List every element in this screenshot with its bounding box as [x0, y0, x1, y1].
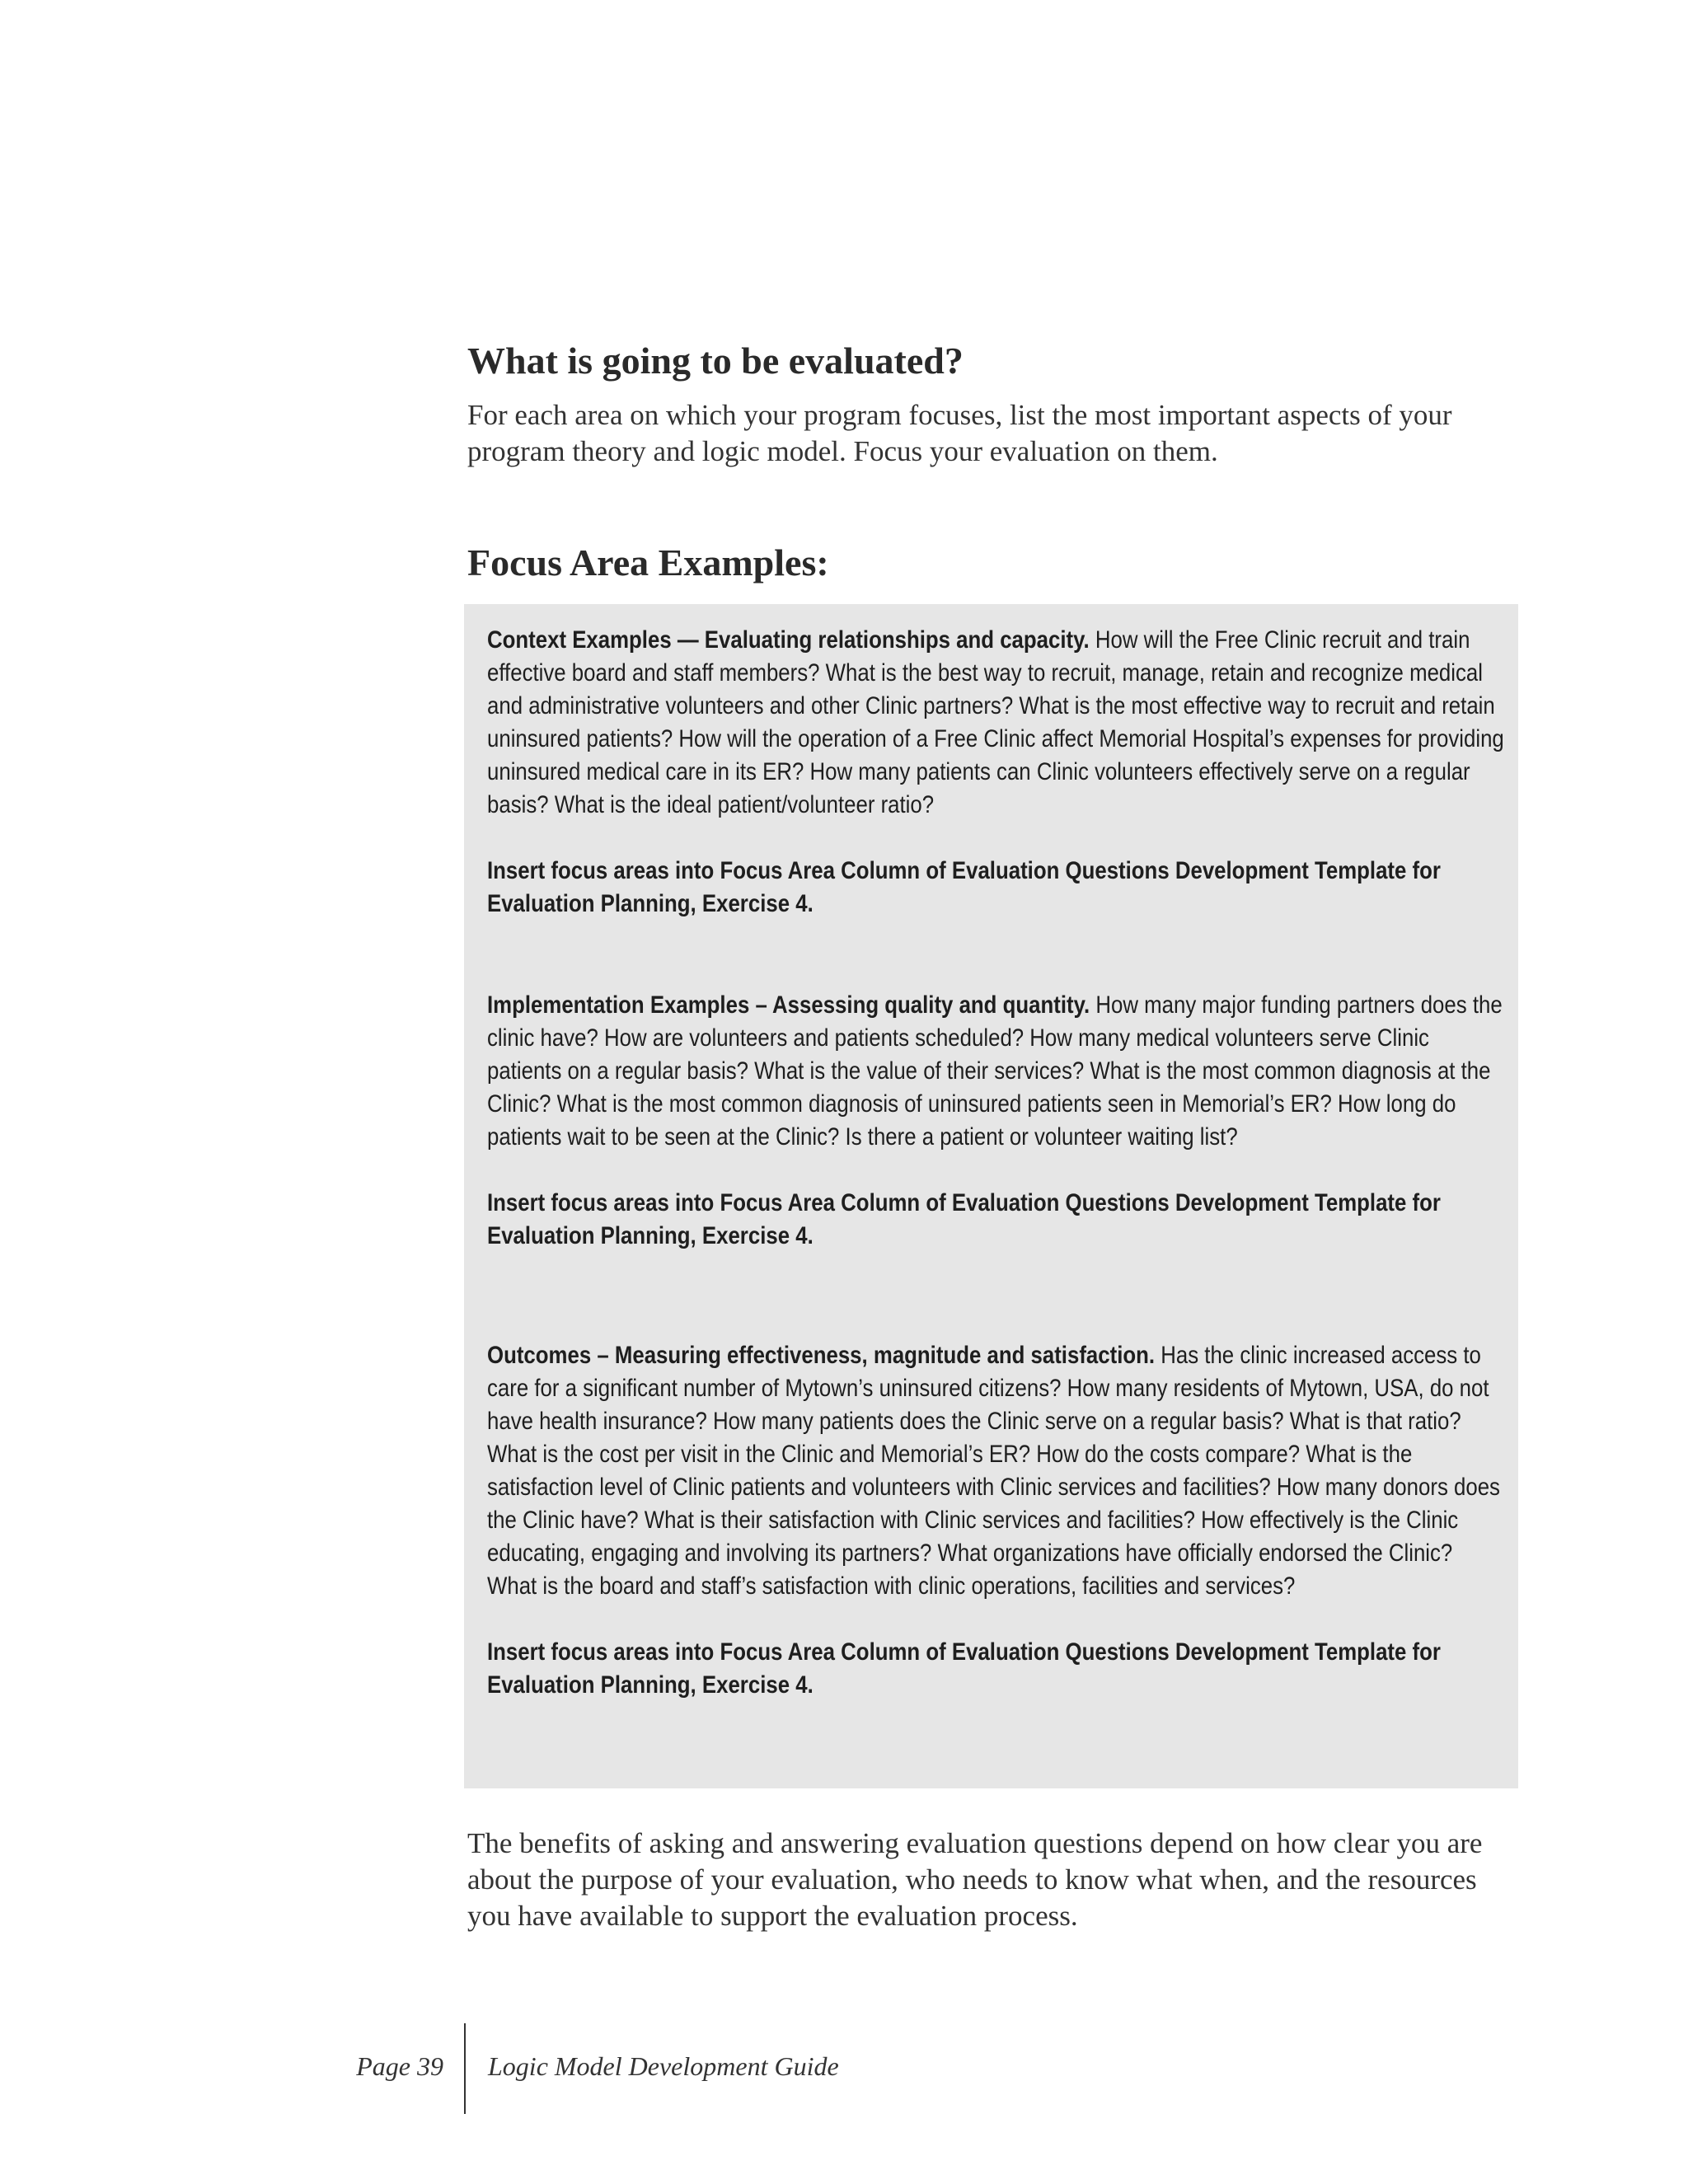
context-example-instruction: Insert focus areas into Focus Area Column of Evaluation Questions Development Template for Evaluation Planning, Exercise 4.	[487, 857, 1441, 917]
context-example-body: How will the Free Clinic recruit and train effective board and staff members? What is the best way to recruit, manage, retain and recognize medical and administrative volunteers and other Clinic partners? What is the most effective way to recruit and retain uninsured patients? How will the operation of a Free Clinic affect Memorial Hospital’s expenses for providing uninsured medical care in its ER? How many patients can Clinic volunteers effectively serve on a regular basis? What is the ideal patient/volunteer ratio?	[487, 626, 1504, 818]
implementation-example-instruction: Insert focus areas into Focus Area Column of Evaluation Questions Development Template for Evaluation Planning, Exercise 4.	[487, 1189, 1441, 1249]
intro-paragraph: For each area on which your program focuses, list the most important aspects of your program theory and logic model. Focus your evaluation on them.	[467, 399, 1452, 467]
heading-evaluated: What is going to be evaluated?	[467, 340, 964, 382]
implementation-example-lead: Implementation Examples – Assessing quality and quantity.	[487, 991, 1090, 1019]
page-number: Page 39	[356, 2051, 443, 2081]
page-footer	[0, 2023, 1688, 2114]
outcomes-example-body: Has the clinic increased access to care for a significant number of Mytown’s uninsured citizens? How many residents of Mytown, USA, do not have health insurance? How many patients does the Clinic serve on a regular basis? What is that ratio? What is the cost per visit in the Clinic and Memorial’s ER? How do the costs compare? What is the satisfaction level of Clinic patients and volunteers with Clinic services and facilities? How many donors does the Clinic have? What is their satisfaction with Clinic services and facilities? How effectively is the Clinic educating, engaging and involving its partners? What organizations have officially endorsed the Clinic? What is the board and staff’s satisfaction with clinic operations, facilities and services?	[487, 1342, 1500, 1600]
focus-area-examples-box	[464, 604, 1518, 1788]
outcomes-example	[487, 1339, 1509, 1702]
footer-divider	[464, 2023, 466, 2114]
heading-focus-area-examples: Focus Area Examples:	[467, 541, 829, 583]
guide-title: Logic Model Development Guide	[488, 2051, 839, 2081]
implementation-example-text	[487, 989, 1507, 1154]
outcomes-example-text	[487, 1339, 1507, 1603]
implementation-example-body: How many major funding partners does the clinic have? How are volunteers and patients scheduled? How many medical volunteers serve Clinic patients on a regular basis? What is the value of their services? What is the most common diagnosis at the Clinic? What is the most common diagnosis of uninsured patients seen in Memorial’s ER? How long do patients wait to be seen at the Clinic? Is there a patient or volunteer waiting list?	[487, 991, 1503, 1151]
closing-paragraph: The benefits of asking and answering evaluation questions depend on how clear you are about the purpose of your evaluation, who needs to know what when, and the resources you have available to support the evaluation process.	[467, 1827, 1483, 1932]
context-example	[487, 624, 1509, 921]
outcomes-example-lead: Outcomes – Measuring effectiveness, magnitude and satisfaction.	[487, 1342, 1156, 1369]
context-example-text	[487, 624, 1507, 822]
context-example-lead: Context Examples — Evaluating relationships and capacity.	[487, 626, 1090, 654]
outcomes-example-instruction: Insert focus areas into Focus Area Column of Evaluation Questions Development Template for Evaluation Planning, Exercise 4.	[487, 1638, 1441, 1699]
implementation-example	[487, 989, 1509, 1253]
